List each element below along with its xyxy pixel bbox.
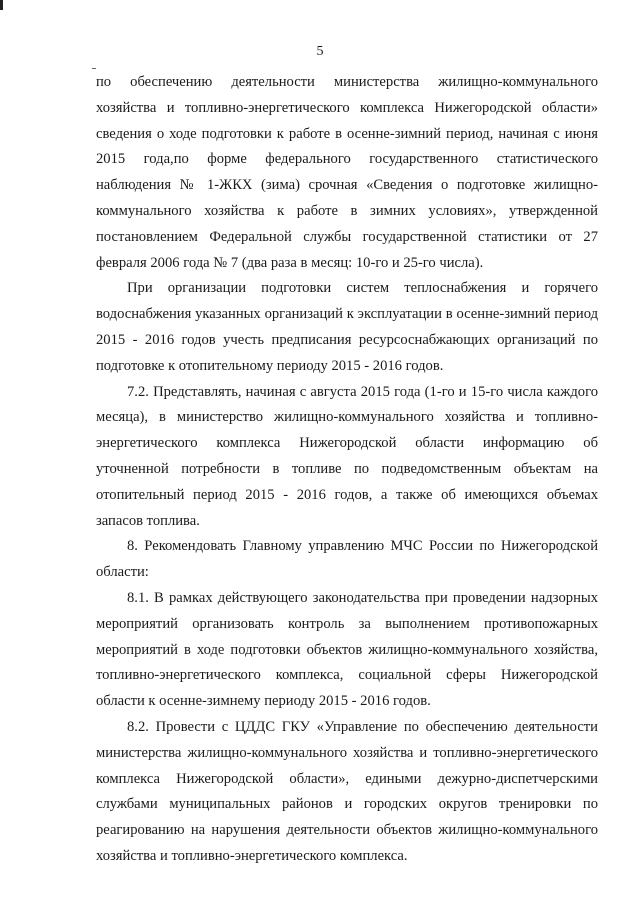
paragraph-7-2: 7.2. Представлять, начиная с августа 2015 года (1-го и 15-го числа каждого месяца), в министерство жилищно-коммунального хозяйства и топливно-энергетического комплекса Нижегородской области информацию об уточненной потребности в топливе по подведомственным объектам на отопительный период 2015 - 2016 годов, а также об имеющихся объемах запасов топлива. — [96, 383, 598, 529]
document-body — [96, 70, 598, 870]
paragraph-8-1: 8.1. В рамках действующего законодательства при проведении надзорных мероприятий организовать контроль за выполнением противопожарных мероприятий в ходе подготовки объектов жилищно-коммунального хозяйства, топливно-энергетического комплекса, социальной сферы Нижегородской области к осенне-зимнему периоду 2015 - 2016 годов. — [96, 589, 598, 710]
scan-artifact — [92, 68, 96, 69]
page-number: 5 — [316, 44, 324, 59]
scan-corner-mark — [0, 0, 3, 10]
paragraph-8-2: 8.2. Провести с ЦДДС ГКУ «Управление по обеспечению деятельности министерства жилищно-коммунального хозяйства и топливно-энергетического комплекса Нижегородской области», едиными дежурно-диспетчерскими службами муниципальных районов и городских округов тренировки по реагированию на нарушения деятельности объектов жилищно-коммунального хозяйства и топливно-энергетического комплекса. — [96, 718, 598, 864]
paragraph-8: 8. Рекомендовать Главному управлению МЧС России по Нижегородской области: — [96, 538, 598, 581]
paragraph-continuation: по обеспечению деятельности министерства жилищно-коммунального хозяйства и топливно-энергетического комплекса Нижегородской области» сведения о ходе подготовки к работе в осенне-зимний период, начиная с июня 2015 года,по форме федерального государственного статистического наблюдения № 1-ЖКХ (зима) срочная «Сведения о подготовке жилищно-коммунального хозяйства к работе в зимних условиях», утвержденной постановлением Федеральной службы государственной статистики от 27 февраля 2006 года № 7 (два раза в месяц: 10-го и 25-го числа). — [96, 74, 598, 271]
paragraph-heating-preparation: При организации подготовки систем теплоснабжения и горячего водоснабжения указанных организаций к эксплуатации в осенне-зимний период 2015 - 2016 годов учесть предписания ресурсоснабжающих организаций по подготовке к отопительному периоду 2015 - 2016 годов. — [96, 280, 598, 374]
